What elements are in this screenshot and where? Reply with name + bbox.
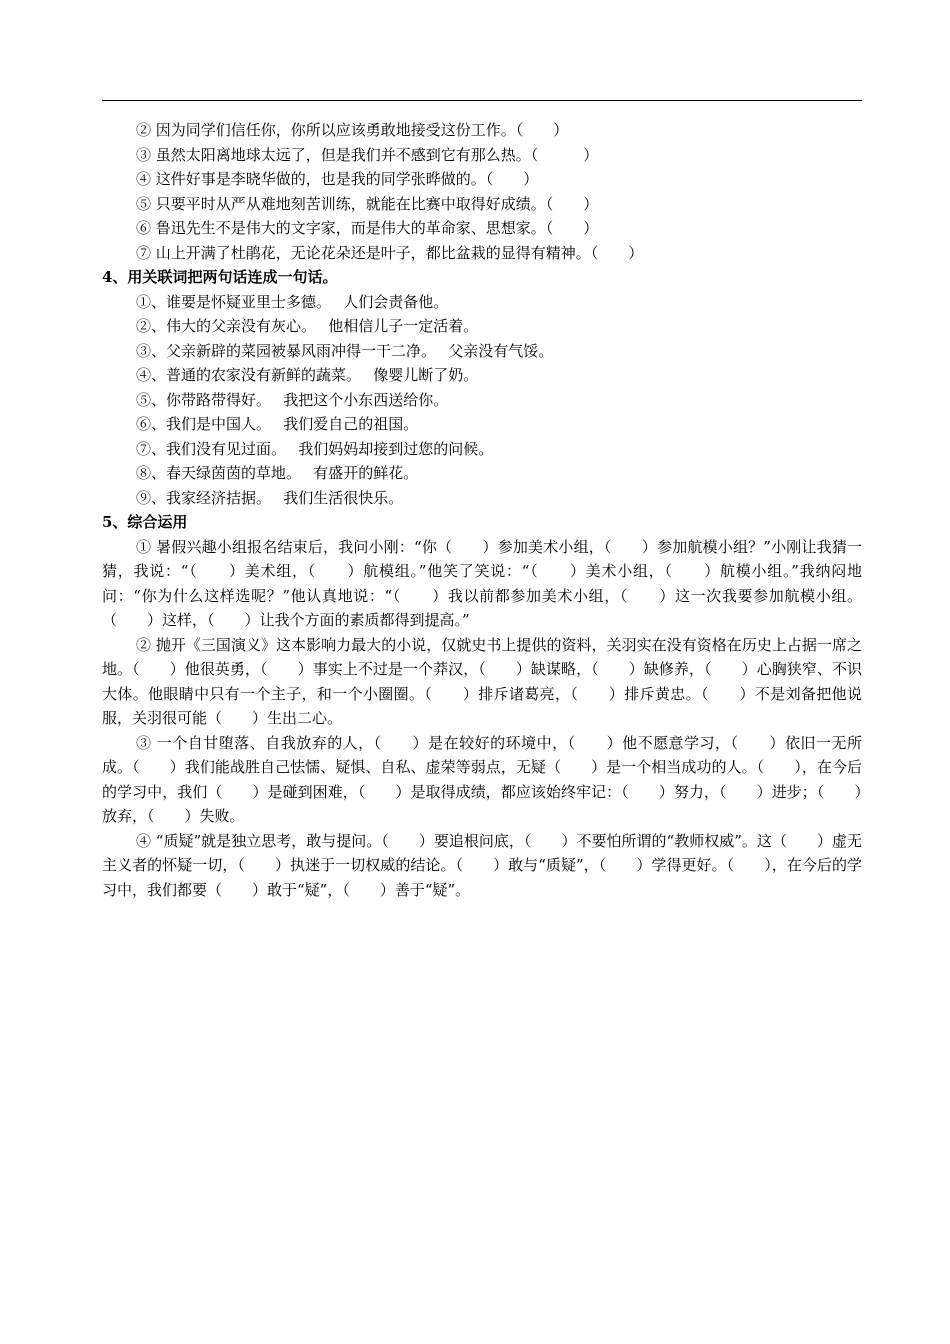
paragraph: ④ “质疑”就是独立思考，敢与提问。（ ）要追根问底，（ ）不要怕所谓的“教师权威”。这（ ）虚无主义者的怀疑一切，（ ）执迷于一切权威的结论。（ ）敢与“质疑”，（ ）学得更好。（ ），在今后的学习中，我们都要（ ）敢于“疑”，（ ）善于“疑”。	[102, 831, 862, 899]
list-item: ⑦、我们没有见过面。 我们妈妈却接到过您的问候。	[136, 439, 494, 458]
paragraph: ① 暑假兴趣小组报名结束后，我问小刚：“你（ ）参加美术小组，（ ）参加航模小组？”小刚让我猜一猜，我说：“（ ）美术组，（ ）航模组。”他笑了笑说：“（ ）美术小组，（ ）航模小组。”我纳闷地问：“你为什么这样选呢？”他认真地说：“（ ）我以前都参加美术小组，（ ）这一次我要参加航模小组。（ ）这样，（ ）让我个方面的素质都得到提高。”	[102, 537, 862, 629]
list-item: ② 因为同学们信任你，你所以应该勇敢地接受这份工作。（ ）	[136, 121, 569, 139]
list-item: ⑤、你带路带得好。 我把这个小东西送给你。	[136, 390, 449, 409]
section5-heading: 5、综合运用	[102, 513, 188, 531]
list-item: ③ 虽然太阳离地球太远了，但是我们并不感到它有那么热。（ ）	[136, 145, 599, 164]
section3-list	[102, 118, 862, 265]
list-item: ④ 这件好事是李晓华做的，也是我的同学张晔做的。（ ）	[136, 170, 539, 188]
section4-heading: 4、用关联词把两句话连成一句话。	[102, 268, 338, 286]
list-item: ②、伟大的父亲没有灰心。 他相信儿子一定活着。	[136, 317, 479, 335]
list-item: ⑨、我家经济拮据。 我们生活很快乐。	[136, 488, 404, 507]
list-item: ⑥ 鲁迅先生不是伟大的文字家，而是伟大的革命家、思想家。（ ）	[136, 219, 599, 237]
list-item: ④、普通的农家没有新鲜的蔬菜。 像婴儿断了奶。	[136, 366, 479, 384]
paragraph: ② 抛开《三国演义》这本影响力最大的小说，仅就史书上提供的资料，关羽实在没有资格在历史上占据一席之地。（ ）他很英勇，（ ）事实上不过是一个莽汉，（ ）缺谋略，（ ）缺修养，（ ）心胸狭窄、不识大体。他眼睛中只有一个主子，和一个小圈圈。（ ）排斥诸葛亮，（ ）排斥黄忠。（ ）不是刘备把他说服，关羽很可能（ ）生出二心。	[102, 635, 862, 727]
section5-paragraphs	[102, 535, 862, 903]
header-rule	[102, 100, 862, 101]
list-item: ⑦ 山上开满了杜鹃花，无论花朵还是叶子，都比盆栽的显得有精神。（ ）	[136, 243, 644, 262]
list-item: ⑥、我们是中国人。 我们爱自己的祖国。	[136, 415, 419, 433]
list-item: ①、谁要是怀疑亚里士多德。 人们会责备他。	[136, 292, 449, 311]
section4-list	[102, 290, 862, 511]
document-body	[102, 118, 862, 902]
list-item: ⑧、春天绿茵茵的草地。 有盛开的鲜花。	[136, 464, 419, 482]
list-item: ⑤ 只要平时从严从难地刻苦训练，就能在比赛中取得好成绩。（ ）	[136, 194, 599, 213]
list-item: ③、父亲新辟的菜园被暴风雨冲得一干二净。 父亲没有气馁。	[136, 341, 554, 360]
paragraph: ③ 一个自甘堕落、自我放弃的人，（ ）是在较好的环境中，（ ）他不愿意学习，（ ）依旧一无所成。（ ）我们能战胜自己怯懦、疑惧、自私、虚荣等弱点，无疑（ ）是一个相当成功的人。（ ），在今后的学习中，我们（ ）是碰到困难，（ ）是取得成绩，都应该始终牢记：（ ）努力，（ ）进步；（ ）放弃，（ ）失败。	[102, 733, 862, 825]
